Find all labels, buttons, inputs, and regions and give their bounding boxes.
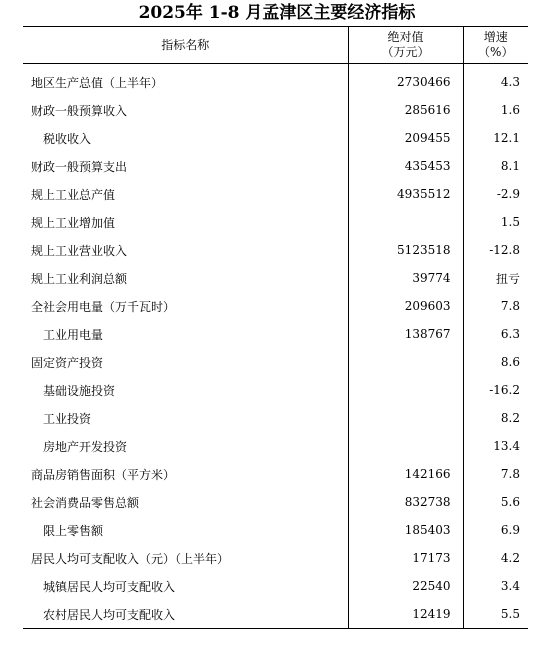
indicator-name: 工业投资 (43, 411, 92, 426)
indicator-name: 工业用电量 (43, 327, 104, 342)
indicator-growth: 扭亏 (463, 264, 528, 292)
table-row (23, 152, 528, 180)
indicator-value: 185403 (348, 516, 463, 544)
header-growth-line2: （%） (478, 45, 514, 59)
indicator-growth: -16.2 (463, 376, 528, 404)
indicator-name: 财政一般预算收入 (31, 103, 128, 118)
indicator-value (348, 376, 463, 404)
indicator-growth: 8.1 (463, 152, 528, 180)
indicator-name: 固定资产投资 (31, 355, 104, 370)
indicator-value: 39774 (348, 264, 463, 292)
indicator-growth: -12.8 (463, 236, 528, 264)
indicator-growth: 1.5 (463, 208, 528, 236)
indicator-growth: 6.3 (463, 320, 528, 348)
indicator-value: 2730466 (348, 64, 463, 97)
indicator-growth: 6.9 (463, 516, 528, 544)
indicator-value: 209603 (348, 292, 463, 320)
header-growth (463, 27, 528, 64)
table-row (23, 404, 528, 432)
table-row (23, 516, 528, 544)
indicator-value: 285616 (348, 96, 463, 124)
indicator-growth: 8.6 (463, 348, 528, 376)
indicator-growth: 12.1 (463, 124, 528, 152)
indicator-name: 地区生产总值（上半年） (31, 75, 164, 90)
indicator-growth: 5.6 (463, 488, 528, 516)
indicator-name: 规上工业总产值 (31, 187, 116, 202)
indicator-name: 规上工业营业收入 (31, 243, 128, 258)
indicator-growth: 7.8 (463, 292, 528, 320)
table-row (23, 600, 528, 629)
page-title: 2025年 1-8 月孟津区主要经济指标 (138, 3, 416, 23)
indicator-growth: 5.5 (463, 600, 528, 629)
indicator-growth: 4.2 (463, 544, 528, 572)
indicator-name: 全社会用电量（万千瓦时） (31, 299, 176, 314)
indicator-value: 142166 (348, 460, 463, 488)
table-row (23, 348, 528, 376)
table-row (23, 488, 528, 516)
indicator-growth: -2.9 (463, 180, 528, 208)
table-row (23, 572, 528, 600)
table-row (23, 264, 528, 292)
indicator-name: 规上工业利润总额 (31, 271, 128, 286)
indicator-value (348, 348, 463, 376)
table-header-row (23, 27, 528, 64)
table-row (23, 376, 528, 404)
indicator-name: 基础设施投资 (43, 383, 116, 398)
table-row (23, 64, 528, 97)
indicator-value (348, 432, 463, 460)
table-row (23, 544, 528, 572)
header-value-line1: 绝对值 (387, 30, 424, 44)
indicator-name: 财政一般预算支出 (31, 159, 128, 174)
table-row (23, 432, 528, 460)
indicator-value: 17173 (348, 544, 463, 572)
indicator-name: 房地产开发投资 (43, 439, 128, 454)
indicator-value: 138767 (348, 320, 463, 348)
header-growth-line1: 增速 (483, 30, 508, 44)
indicator-growth: 4.3 (463, 64, 528, 97)
indicator-value: 4935512 (348, 180, 463, 208)
indicator-value (348, 208, 463, 236)
indicator-growth: 3.4 (463, 572, 528, 600)
table-row (23, 460, 528, 488)
indicator-name: 商品房销售面积（平方米） (31, 467, 176, 482)
indicator-value: 209455 (348, 124, 463, 152)
indicator-name: 限上零售额 (43, 523, 104, 538)
indicator-value: 435453 (348, 152, 463, 180)
table-row (23, 180, 528, 208)
indicator-name: 居民人均可支配收入（元）（上半年） (31, 551, 230, 566)
indicator-value (348, 404, 463, 432)
indicator-growth: 8.2 (463, 404, 528, 432)
header-name: 指标名称 (23, 27, 348, 64)
table-body (23, 64, 528, 629)
table-row (23, 236, 528, 264)
table-row (23, 96, 528, 124)
indicator-name: 规上工业增加值 (31, 215, 116, 230)
indicator-growth: 1.6 (463, 96, 528, 124)
header-value (348, 27, 463, 64)
indicator-name: 城镇居民人均可支配收入 (43, 579, 176, 594)
indicator-name: 农村居民人均可支配收入 (23, 600, 348, 629)
indicator-growth: 7.8 (463, 460, 528, 488)
table-row (23, 208, 528, 236)
table-row (23, 124, 528, 152)
indicators-table (23, 26, 528, 629)
indicator-name: 社会消费品零售总额 (31, 495, 140, 510)
indicator-value: 22540 (348, 572, 463, 600)
indicator-value: 12419 (348, 600, 463, 629)
indicator-name: 税收收入 (43, 131, 92, 146)
indicator-value: 5123518 (348, 236, 463, 264)
header-value-line2: （万元） (381, 45, 430, 59)
indicator-value: 832738 (348, 488, 463, 516)
table-row (23, 320, 528, 348)
table-row (23, 292, 528, 320)
indicator-growth: 13.4 (463, 432, 528, 460)
